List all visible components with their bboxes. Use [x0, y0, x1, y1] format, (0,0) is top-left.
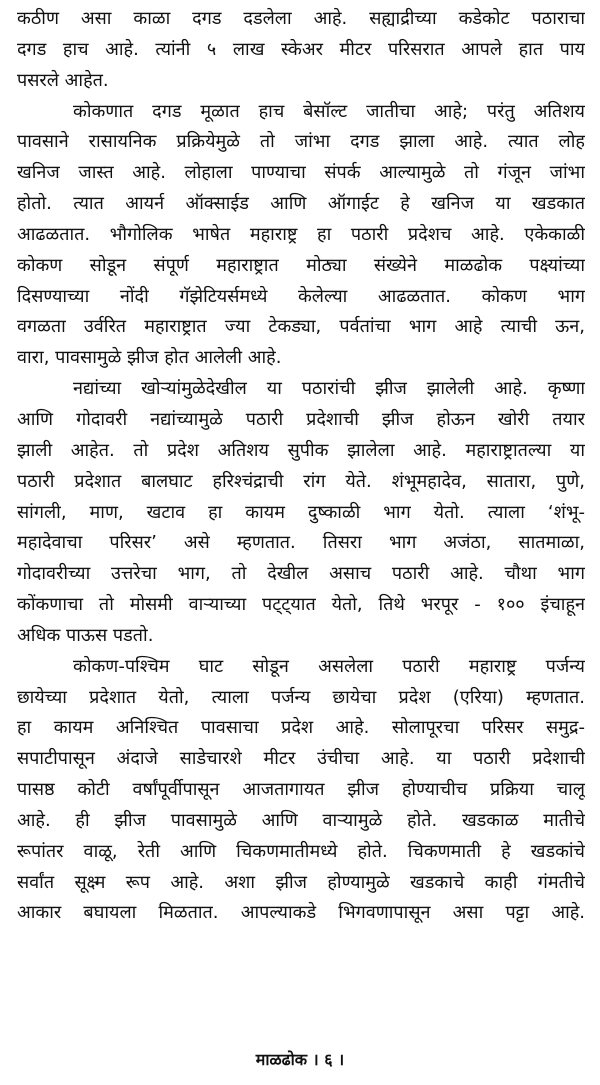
- text-line: कोकण-पश्चिम घाट सोडून असलेला पठारी महाराष्ट्र पर्जन्य: [73, 655, 585, 677]
- text-line: पासष्ठ कोटी वर्षांपूर्वीपासून आजतागायत झीज होण्याचीच प्रक्रिया चालू: [17, 779, 585, 801]
- text-line: गोदावरीच्या उत्तरेचा भाग, तो देखील असाच पठारी आहे. चौथा भाग: [17, 563, 585, 585]
- text-line: होतो. त्यात आयर्न ऑक्साईड आणि ऑगाईट हे खनिज या खडकात: [17, 193, 585, 215]
- text-line: सांगली, माण, खटाव हा कायम दुष्काळी भाग येतो. त्याला ‘शंभू-: [17, 501, 585, 523]
- text-line: आणि गोदावरी नद्यांच्यामुळे पठारी प्रदेशाची झीज होऊन खोरी तयार: [17, 408, 585, 430]
- text-line: नद्यांच्या खोऱ्यांमुळेदेखील या पठारांची झीज झालेली आहे. कृष्णा: [73, 378, 585, 400]
- text-line: वारा, पावसामुळे झीज होत आलेली आहे.: [17, 347, 282, 369]
- text-line: पावसाने रासायनिक प्रक्रियेमुळे तो जांभा दगड झाला आहे. त्यात लोह: [17, 131, 585, 153]
- paragraph: [17, 97, 585, 375]
- text-line: कठीण असा काळा दगड दडलेला आहे. सह्याद्रीच्या कडेकोट पठाराचा: [17, 8, 585, 29]
- text-line: आहे. ही झीज पावसामुळे आणि वाऱ्यामुळे होते. खडकाळ मातीचे: [17, 809, 585, 831]
- page-footer: माळढोक । ६ ।: [255, 1050, 345, 1069]
- text-line: दिसण्याच्या नोंदी गॅझेटियर्समध्ये केलेल्या आढळतात. कोकण भाग: [17, 285, 585, 307]
- text-line: आढळतात. भौगोलिक भाषेत महाराष्ट्र हा पठारी प्रदेशच आहे. एकेकाळी: [17, 223, 585, 245]
- text-line: आकार बघायला मिळतात. आपल्याकडे भिगवणापासून असा पट्टा आहे.: [17, 902, 585, 924]
- text-line: हा कायम अनिश्चित पावसाचा प्रदेश आहे. सोलापूरचा परिसर समुद्र-: [17, 717, 585, 739]
- text-line: महादेवाचा परिसर’ असे म्हणतात. तिसरा भाग अजंठा, सातमाळा,: [17, 532, 585, 554]
- text-line: वगळता उर्वरित महाराष्ट्रात ज्या टेकड्या, पर्वतांचा भाग आहे त्याची ऊन,: [17, 316, 585, 338]
- paragraph: [17, 652, 585, 930]
- text-line: अधिक पाऊस पडतो.: [17, 624, 154, 646]
- paragraph: [17, 374, 585, 652]
- body-text: [17, 4, 585, 929]
- text-line: सपाटीपासून अंदाजे साडेचारशे मीटर उंचीचा आहे. या पठारी प्रदेशाची: [17, 748, 585, 770]
- text-line: सर्वांत सूक्ष्म रूप आहे. अशा झीज होण्यामुळे खडकाचे काही गंमतीचे: [17, 871, 585, 893]
- paragraph: [17, 4, 585, 97]
- text-line: कोकणात दगड मूळात हाच बेसॉल्ट जातीचा आहे; परंतु अतिशय: [73, 100, 585, 122]
- text-line: खनिज जास्त आहे. लोहाला पाण्याचा संपर्क आल्यामुळे तो गंजून जांभा: [17, 162, 585, 184]
- text-line: झाली आहेत. तो प्रदेश अतिशय सुपीक झालेला आहे. महाराष्ट्रातल्या या: [17, 439, 585, 461]
- text-line: रूपांतर वाळू, रेती आणि चिकणमातीमध्ये होते. चिकणमाती हे खडकांचे: [17, 840, 585, 862]
- text-line: कोकण सोडून संपूर्ण महाराष्ट्रात मोठ्या संख्येने माळढोक पक्ष्यांच्या: [17, 254, 585, 276]
- text-line: कोंकणाचा तो मोसमी वाऱ्याच्या पट्ट्यात येतो, तिथे भरपूर - १०० इंचाहून: [17, 594, 585, 616]
- text-line: छायेच्या प्रदेशात येतो, त्याला पर्जन्य छायेचा प्रदेश (एरिया) म्हणतात.: [17, 686, 585, 708]
- text-line: पसरले आहेत.: [17, 69, 109, 91]
- text-line: पठारी प्रदेशात बालघाट हरिश्चंद्राची रांग येते. शंभूमहादेव, सातारा, पुणे,: [17, 470, 585, 492]
- text-line: दगड हाच आहे. त्यांनी ५ लाख स्केअर मीटर परिसरात आपले हात पाय: [17, 38, 585, 60]
